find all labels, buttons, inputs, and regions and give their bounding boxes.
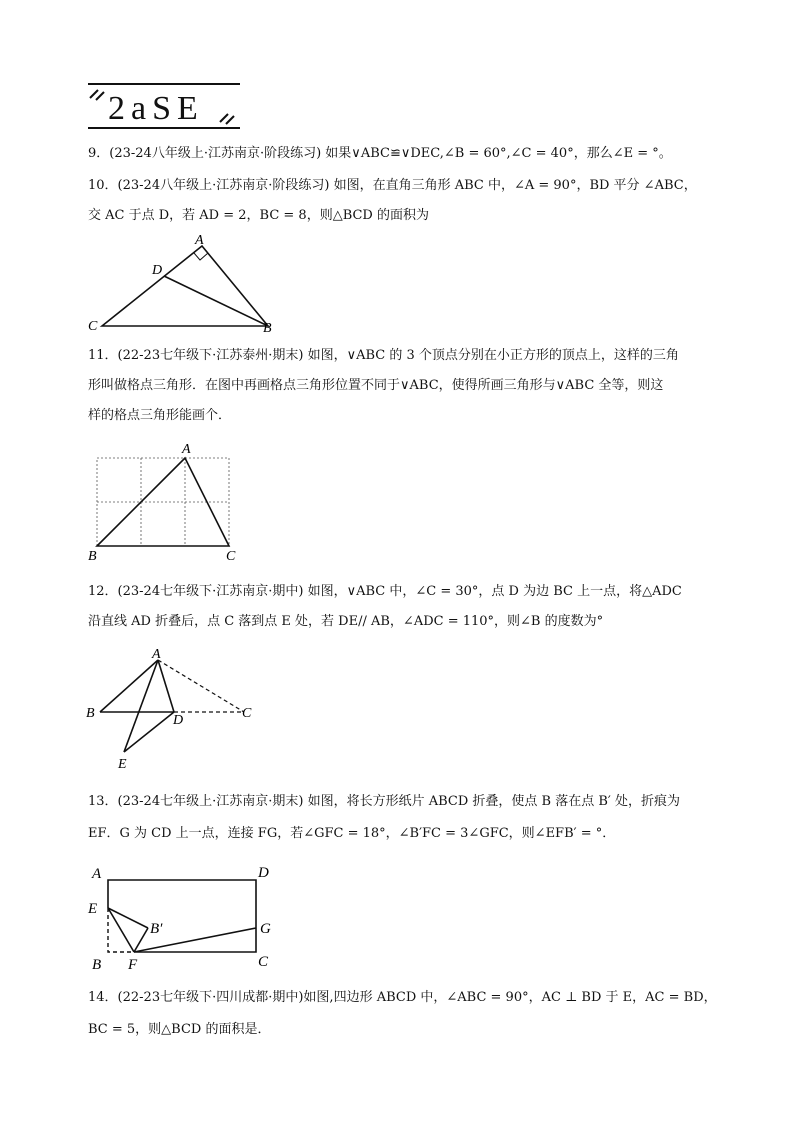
question-12: 12．(23-24七年级下·江苏南京·期中) 如图，∨ABC 中，∠C = 30°，点 D 为边 BC 上一点，将△ADC [88,584,682,599]
question-11-line-2: 形叫做格点三角形．在图中再画格点三角形位置不同于∨ABC，使得所画三角形与∨ABC 全等，则这 [88,378,664,393]
question-11-line-3: 样的格点三角形能画个． [88,408,232,423]
figure-12 [84,644,264,774]
fig12-label-b: B [86,706,95,721]
fig13-label-g: G [260,921,271,937]
question-12-line-2: 沿直线 AD 折叠后，点 C 落到点 E 处，若 DE// AB，∠ADC = 110°，则∠B 的度数为° [88,614,604,629]
question-10: 10．(23-24八年级上·江苏南京·阶段练习) 如图，在直角三角形 ABC 中，∠A = 90°，BD 平分 ∠ABC， [88,178,697,193]
fig11-label-b: B [88,549,97,564]
question-13: 13．(23-24七年级上·江苏南京·期末) 如图，将长方形纸片 ABCD 折叠，使点 B 落在点 B′ 处，折痕为 [88,794,680,809]
fig10-label-a: A [195,233,204,248]
fig13-label-d: D [258,865,269,881]
figure-10 [80,226,290,336]
fig13-label-bprime: B′ [150,921,163,937]
fig12-label-e: E [118,757,127,772]
fig13-label-c: C [258,954,269,970]
figure-13 [84,858,284,973]
fig13-label-e: E [88,901,98,917]
section-header [88,82,240,132]
question-9: 9．(23-24八年级上·江苏南京·阶段练习) 如果∨ABC≌∨DEC,∠B = 60°,∠C = 40°，那么∠E = °。 [88,146,672,161]
fig13-label-f: F [128,957,138,973]
fig10-label-b: B [263,321,272,336]
fig12-label-a: A [152,647,161,662]
section-header-text: 2aSE [108,90,204,127]
fig11-label-c: C [226,549,236,564]
fig13-label-a: A [92,866,102,882]
question-13-line-2: EF．G 为 CD 上一点，连接 FG，若∠GFC = 18°，∠B′FC = 3∠GFC，则∠EFB′ = °． [88,826,616,841]
question-14: 14．(22-23七年级下·四川成都·期中)如图,四边形 ABCD 中，∠ABC = 90°，AC ⊥ BD 于 E，AC = BD， [88,990,717,1005]
fig13-label-b: B [92,957,102,973]
fig12-label-c: C [242,706,252,721]
section-header-graphic [88,82,240,132]
question-14-line-2: BC = 5，则△BCD 的面积是． [88,1022,271,1037]
fig12-label-d: D [173,713,184,728]
question-10-line-2: 交 AC 于点 D，若 AD = 2，BC = 8，则△BCD 的面积为 [88,208,429,223]
fig10-label-c: C [88,319,98,334]
fig11-label-a: A [182,442,191,457]
figure-11 [84,436,244,564]
question-11: 11．(22-23七年级下·江苏泰州·期末) 如图，∨ABC 的 3 个顶点分别在小正方形的顶点上，这样的三角 [88,348,679,363]
fig10-label-d: D [152,263,163,278]
